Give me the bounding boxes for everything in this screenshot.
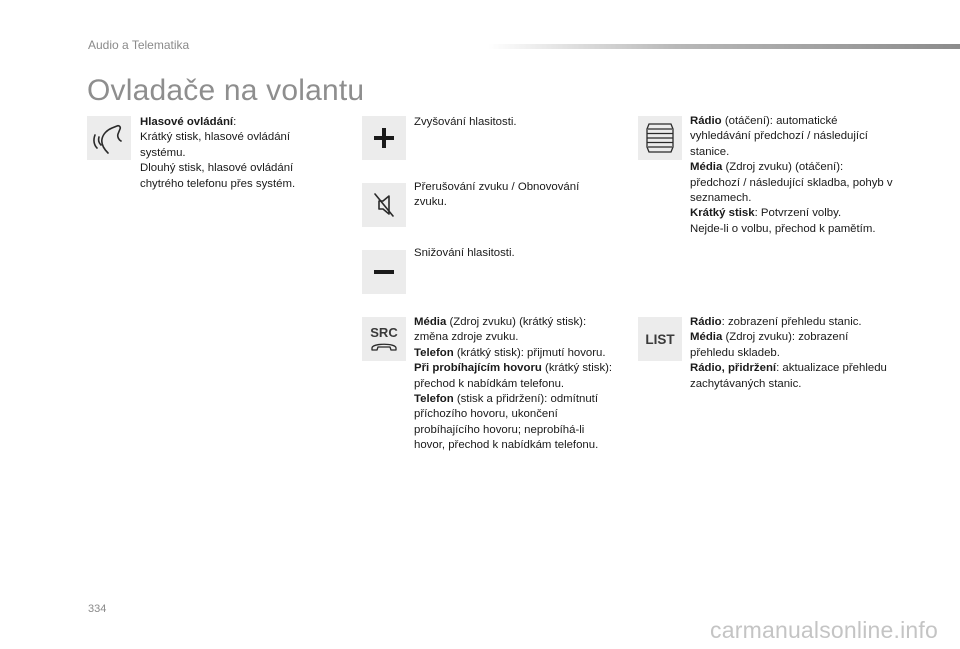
src-description: Média (Zdroj zvuku) (krátký stisk): změna zdroje zvuku. Telefon (krátký stisk): přijmutí hovoru. Při probíhajícím hovoru (krátký stisk): přechod k nabídkám telefonu. Telefon (stisk a přidržení): odmítnutí příchozího hovoru, ukončení probíhajícího hovoru; neprobíhá-li hovor, přechod k nabídkám telefonu. [414, 316, 613, 452]
mute-icon [362, 183, 406, 227]
list-icon [638, 317, 682, 361]
src-phone-icon [362, 317, 406, 361]
thumbwheel-icon [638, 116, 682, 160]
mute-description: Přerušování zvuku / Obnovování zvuku. [414, 181, 580, 209]
page-number: 334 [88, 603, 107, 615]
volume-up-description: Zvyšování hlasitosti. [414, 116, 517, 128]
volume-down-description: Snižování hlasitosti. [414, 247, 515, 259]
page-title: Ovladače na volantu [87, 74, 365, 107]
watermark: carmanualsonline.info [710, 617, 938, 643]
list-description: Rádio: zobrazení přehledu stanic. Média (Zdroj zvuku): zobrazení přehledu skladeb. Rádio, přidržení: aktualizace přehledu zachytávaných stanic. [690, 316, 887, 390]
list-label: LIST [645, 331, 675, 347]
minus-icon [362, 250, 406, 294]
plus-icon [362, 116, 406, 160]
voice-control-icon [87, 116, 131, 160]
header-bar [488, 44, 960, 49]
thumbwheel-description: Rádio (otáčení): automatické vyhledávání předchozí / následující stanice. Média (Zdroj zvuku) (otáčení): předchozí / následující skladba, pohyb v seznamech. Krátký stisk: Potvrzení volby. Nejde-li o volbu, přechod k pamětím. [690, 115, 893, 235]
header-title: Audio a Telematika [88, 38, 190, 52]
voice-control-description: Hlasové ovládání: Krátký stisk, hlasové ovládání systému. Dlouhý stisk, hlasové ovládání chytrého telefonu přes systém. [140, 116, 296, 190]
src-label: SRC [370, 324, 398, 340]
